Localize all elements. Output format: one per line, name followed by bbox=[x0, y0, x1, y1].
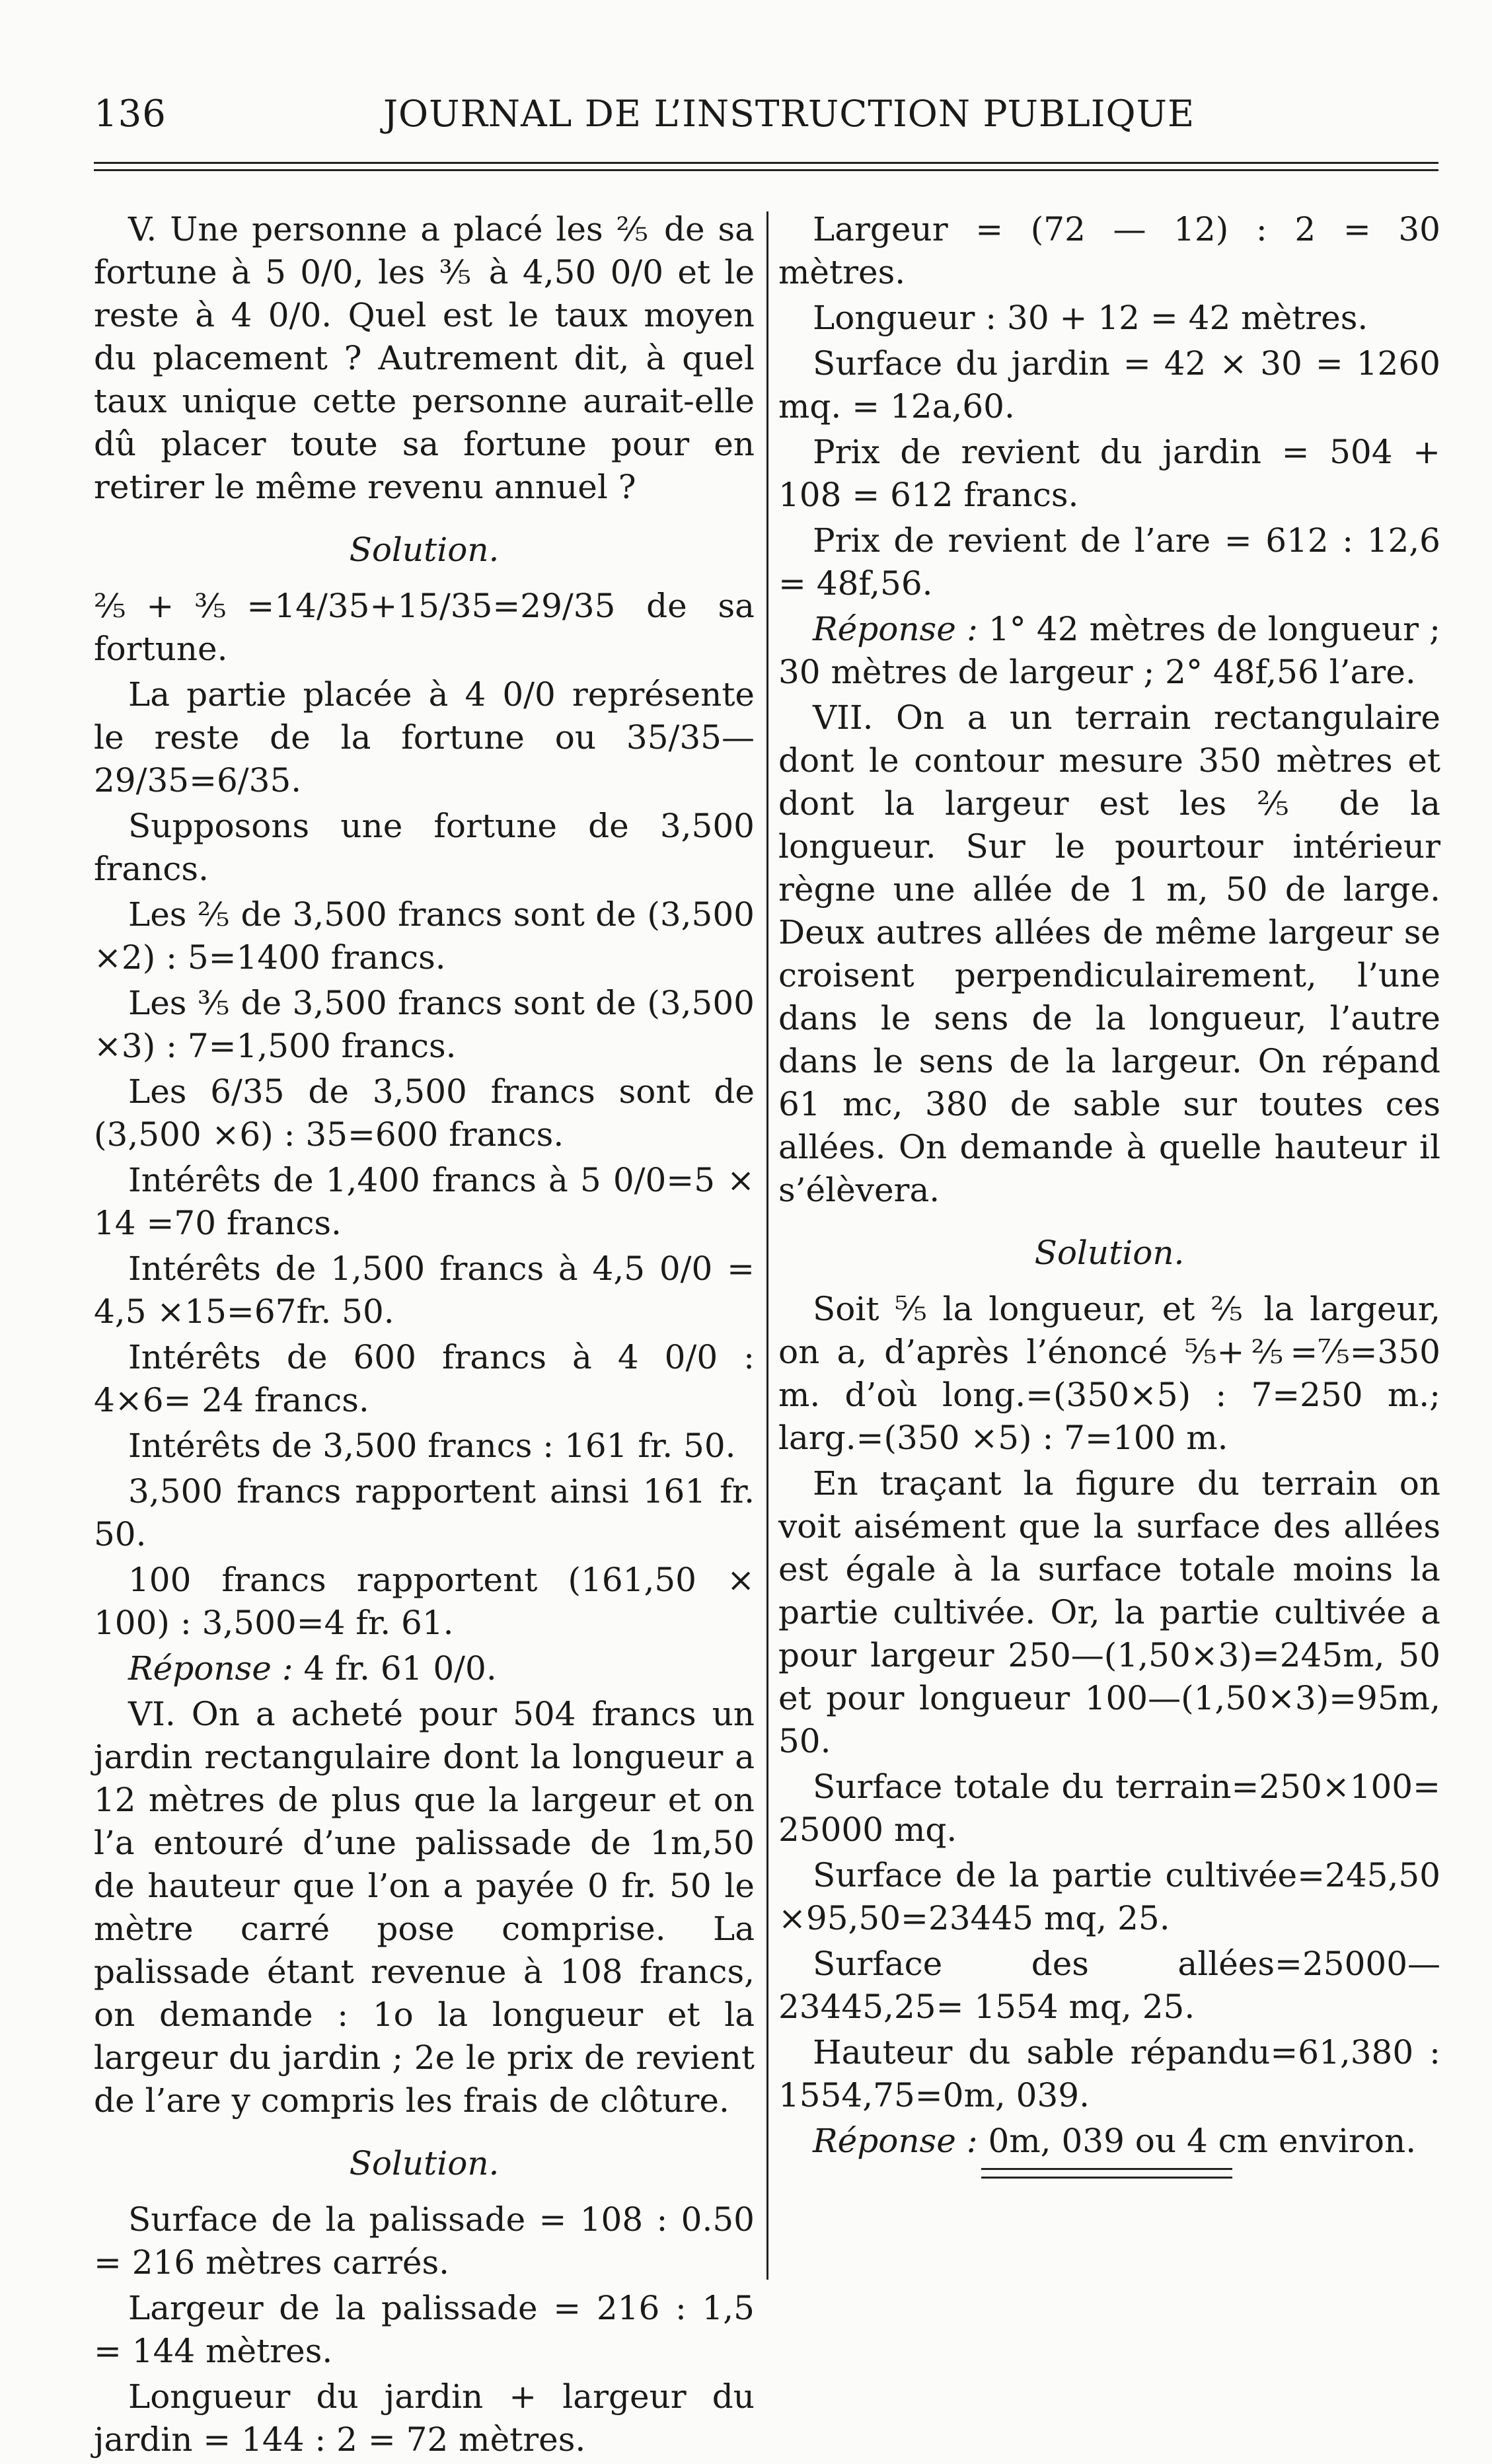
paragraph: 100 francs rapportent (161,50 × 100) : 3,500=4 fr. 61. bbox=[94, 1561, 755, 1642]
paragraph: Surface totale du terrain=250×100= 25000 mq. bbox=[778, 1768, 1440, 1849]
answer-line bbox=[778, 608, 1440, 694]
paragraph: Surface du jardin = 42 × 30 = 1260 mq. = 12a,60. bbox=[778, 344, 1440, 426]
paragraph: Largeur = (72 — 12) : 2 = 30 mètres. bbox=[778, 210, 1440, 291]
paragraph: VI. On a acheté pour 504 francs un jardin rectangulaire dont la longueur a 12 mètres de plus que la largeur et on l’a entouré d’une palissade de 1m,50 de hauteur que l’on a payée 0 fr. 50 le mètre carré pose comprise. La palissade étant revenue à 108 francs, on demande : 1o la longueur et la largeur du jardin ; 2e le prix de revient de l’are y compris les frais de clôture. bbox=[94, 1695, 755, 2120]
paragraph: 3,500 francs rapportent ainsi 161 fr. 50. bbox=[94, 1472, 755, 1553]
right-column bbox=[778, 208, 1440, 2165]
paragraph: Supposons une fortune de 3,500 francs. bbox=[94, 807, 755, 888]
paragraph: ⅖+⅗=14/35+15/35=29/35 de sa fortune. bbox=[94, 587, 755, 668]
page-number: 136 bbox=[94, 93, 167, 135]
answer-label: Réponse : bbox=[813, 610, 978, 648]
paragraph: VII. On a un terrain rectangulaire dont le contour mesure 350 mètres et dont la largeur est les ⅖ de la longueur. Sur le pourtour intérieur règne une allée de 1 m, 50 de large. Deux autres allées de même largeur se croisent perpendiculairement, l’une dans le sens de la longueur, l’autre dans le sens de la largeur. On répand 61 mc, 380 de sable sur toutes ces allées. On demande à quelle hauteur il s’élèvera. bbox=[778, 698, 1440, 1209]
paragraph: Soit ⁵⁄₅ la longueur, et ⅖ la largeur, on a, d’après l’énoncé ⁵⁄₅+⅖=⁷⁄₅=350 m. d’où long.=(350×5) : 7=250 m.; larg.=(350 ×5) : 7=100 m. bbox=[778, 1290, 1440, 1457]
running-title: JOURNAL DE L’INSTRUCTION PUBLIQUE bbox=[383, 93, 1195, 135]
paragraph: Intérêts de 3,500 francs : 161 fr. 50. bbox=[128, 1427, 736, 1465]
paragraph: Surface de la palissade = 108 : 0.50 = 216 mètres carrés. bbox=[94, 2200, 755, 2282]
paragraph: Intérêts de 1,500 francs à 4,5 0/0 = 4,5 ×15=67fr. 50. bbox=[94, 1250, 755, 1331]
answer-line bbox=[778, 2120, 1440, 2163]
answer-line bbox=[94, 1647, 755, 1690]
header-double-rule bbox=[94, 162, 1438, 171]
solution-heading: Solution. bbox=[349, 531, 500, 569]
paragraph: Prix de revient de l’are = 612 : 12,6 = 48f,56. bbox=[778, 521, 1440, 603]
answer-text: 1° 42 mètres de longueur ; 30 mètres de largeur ; 2° 48f,56 l’are. bbox=[778, 610, 1440, 691]
paragraph: Prix de revient du jardin = 504 + 108 = 612 francs. bbox=[778, 433, 1440, 514]
paragraph: La partie placée à 4 0/0 représente le reste de la fortune ou 35/35—29/35=6/35. bbox=[94, 675, 755, 800]
paragraph: Largeur de la palissade = 216 : 1,5 = 144 mètres. bbox=[94, 2289, 755, 2370]
paragraph: Surface de la partie cultivée=245,50 ×95,50=23445 mq, 25. bbox=[778, 1856, 1440, 1937]
end-double-rule bbox=[981, 2168, 1232, 2179]
paragraph: V. Une personne a placé les ⅖ de sa fortune à 5 0/0, les ⅗ à 4,50 0/0 et le reste à 4 0/0. Quel est le taux moyen du placement ? Autrement dit, à quel taux unique cette personne aurait-elle dû placer toute sa fortune pour en retirer le même revenu annuel ? bbox=[94, 210, 755, 506]
paragraph: Les ⅖ de 3,500 francs sont de (3,500 ×2) : 5=1400 francs. bbox=[94, 895, 755, 977]
answer-label: Réponse : bbox=[813, 2122, 978, 2160]
paragraph: Surface des allées=25000—23445,25= 1554 mq, 25. bbox=[778, 1945, 1440, 2026]
solution-heading: Solution. bbox=[349, 2144, 500, 2183]
paragraph: Intérêts de 600 francs à 4 0/0 : 4×6= 24 francs. bbox=[94, 1338, 755, 1419]
paragraph: Longueur du jardin + largeur du jardin = 144 : 2 = 72 mètres. bbox=[94, 2377, 755, 2459]
left-column bbox=[94, 208, 755, 2464]
paragraph: Les 6/35 de 3,500 francs sont de (3,500 ×6) : 35=600 francs. bbox=[94, 1072, 755, 1154]
paragraph: Les ⅗ de 3,500 francs sont de (3,500 ×3) : 7=1,500 francs. bbox=[94, 984, 755, 1065]
paragraph: Intérêts de 1,400 francs à 5 0/0=5 × 14 =70 francs. bbox=[94, 1161, 755, 1242]
answer-text: 0m, 039 ou 4 cm environ. bbox=[977, 2122, 1417, 2160]
answer-label: Réponse : bbox=[128, 1649, 293, 1688]
solution-heading: Solution. bbox=[1034, 1234, 1185, 1272]
paragraph: Longueur : 30 + 12 = 42 mètres. bbox=[813, 299, 1368, 337]
paragraph: En traçant la figure du terrain on voit aisément que la surface des allées est égale à la surface totale moins la partie cultivée. Or, la partie cultivée a pour largeur 250—(1,50×3)=245m, 50 et pour longueur 100—(1,50×3)=95m, 50. bbox=[778, 1464, 1440, 1760]
answer-text: 4 fr. 61 0/0. bbox=[293, 1649, 497, 1688]
paragraph: Hauteur du sable répandu=61,380 : 1554,75=0m, 039. bbox=[778, 2033, 1440, 2114]
column-divider bbox=[766, 211, 768, 2280]
